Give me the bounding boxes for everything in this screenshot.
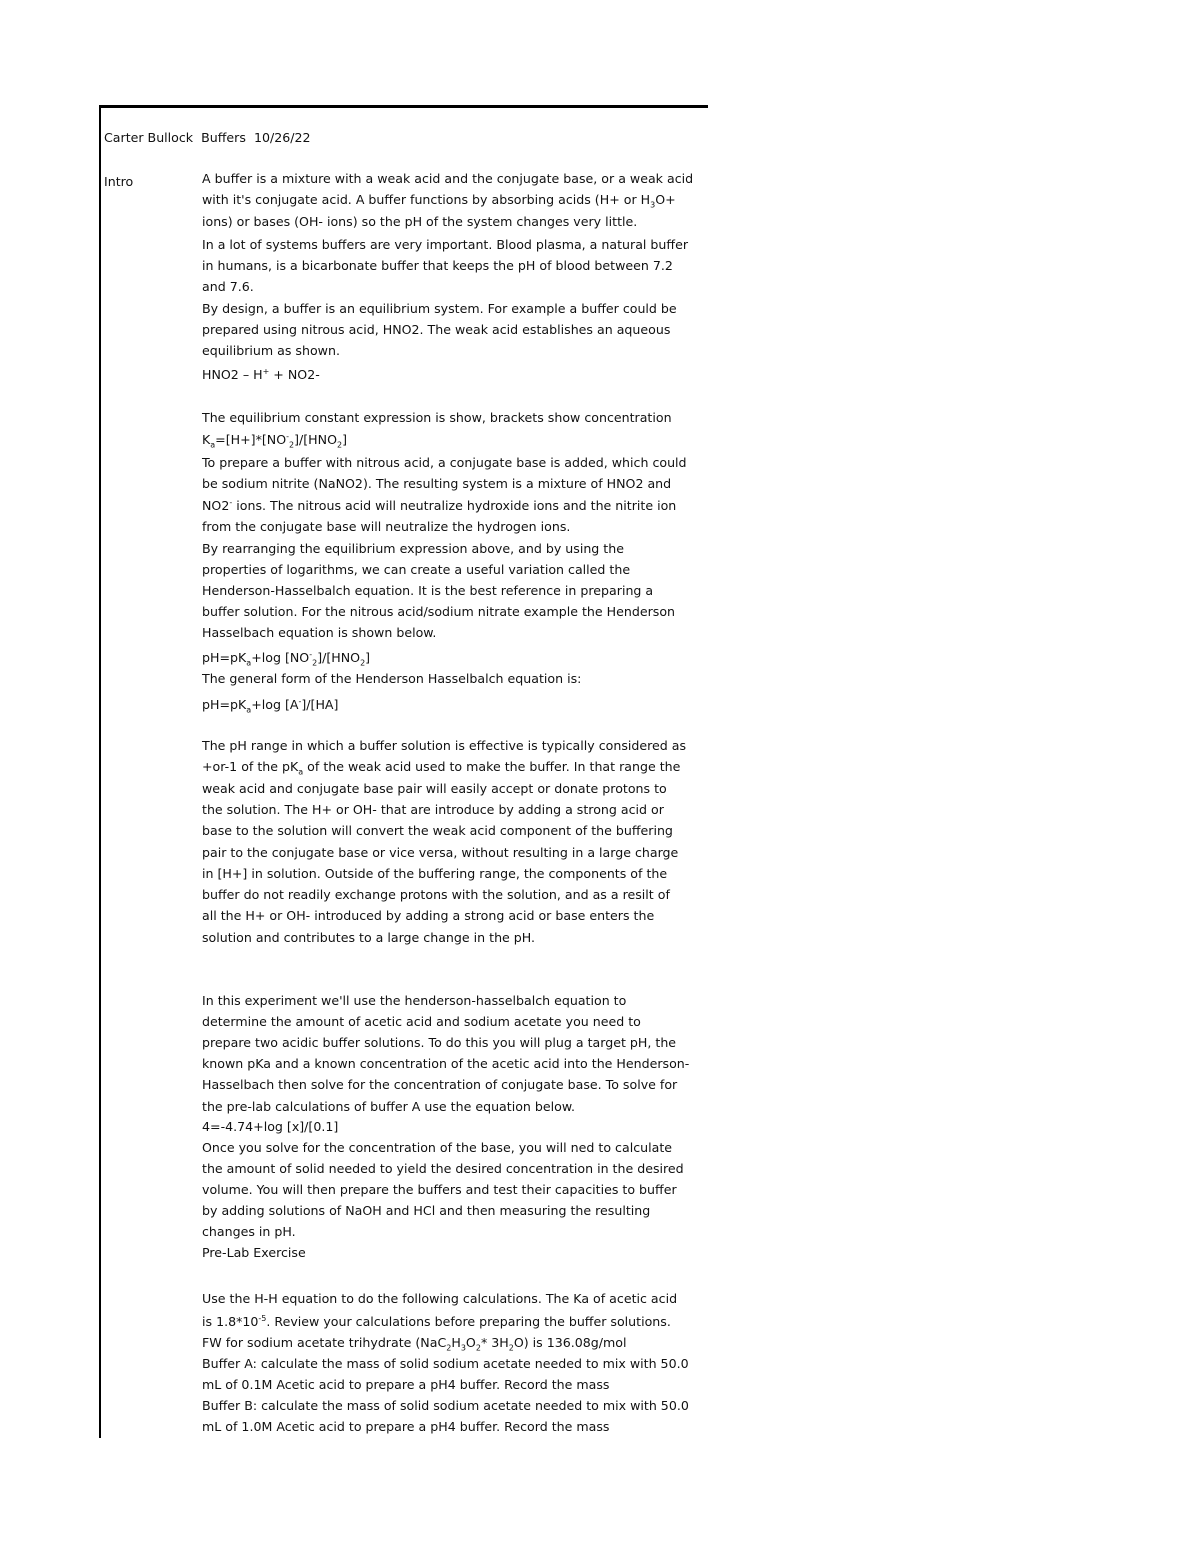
doc-title: Buffers bbox=[201, 130, 246, 145]
text-line: Hasselbach then solve for the concentration of conjugate base. To solve for bbox=[202, 1077, 678, 1092]
text-line: solution and contributes to a large change in the pH. bbox=[202, 930, 536, 945]
text-line: changes in pH. bbox=[202, 1224, 296, 1239]
text-line: FW for sodium acetate trihydrate ($NaC_2H_3O_2*$ $3H_2O$) is 136.08g/mol bbox=[202, 1335, 627, 1353]
text-line: prepared using nitrous acid, HNO2. The weak acid establishes an aqueous bbox=[202, 322, 671, 337]
doc-date: 10/26/22 bbox=[253, 130, 311, 145]
text-line: buffer do not readily exchange protons with the solution, and as a resilt of bbox=[202, 887, 670, 902]
header-row bbox=[104, 130, 311, 146]
text-line: NO2- ions. The nitrous acid will neutralize hydroxide ions and the nitrite ion bbox=[202, 497, 677, 513]
equation-hh-general: $pH=pK_a+\log$ [A-]/[HA] bbox=[202, 696, 339, 715]
text-line: in [H+] in solution. Outside of the buffering range, the components of the bbox=[202, 866, 668, 881]
text-line: be sodium nitrite (NaNO2). The resulting system is a mixture of HNO2 and bbox=[202, 476, 672, 491]
text-line: base to the solution will convert the weak acid component of the buffering bbox=[202, 823, 673, 838]
equation-hh-nitrous: $pH=pK_a+\log$ $[NO^-_2]/[HNO_2]$ bbox=[202, 649, 371, 668]
text-line: the pre-lab calculations of buffer A use the equation below. bbox=[202, 1099, 575, 1114]
text-line: from the conjugate base will neutralize the hydrogen ions. bbox=[202, 519, 571, 534]
text-line: with it's conjugate acid. A buffer functions by absorbing acids (H+ or $H_3O+$ bbox=[202, 192, 676, 210]
left-border-line bbox=[99, 105, 101, 1438]
top-border-line bbox=[99, 105, 708, 108]
text-line: Henderson-Hasselbalch equation. It is the best reference in preparing a bbox=[202, 583, 654, 598]
text-line: equilibrium as shown. bbox=[202, 343, 340, 358]
text-line: ions) or bases (OH- ions) so the pH of the system changes very little. bbox=[202, 214, 638, 229]
text-line: Buffer B: calculate the mass of solid sodium acetate needed to mix with 50.0 bbox=[202, 1398, 689, 1413]
text-line: buffer solution. For the nitrous acid/sodium nitrate example the Henderson bbox=[202, 604, 676, 619]
section-label-intro: Intro bbox=[104, 174, 134, 189]
author-name: Carter Bullock bbox=[104, 130, 194, 145]
equation-buffer-a: 4=-4.74+log [x]/[0.1] bbox=[202, 1119, 339, 1134]
text-line: By design, a buffer is an equilibrium system. For example a buffer could be bbox=[202, 301, 677, 316]
text-line: Hasselbach equation is shown below. bbox=[202, 625, 437, 640]
text-line: the amount of solid needed to yield the desired concentration in the desired bbox=[202, 1161, 684, 1176]
text-line: To prepare a buffer with nitrous acid, a conjugate base is added, which could bbox=[202, 455, 687, 470]
text-line: A buffer is a mixture with a weak acid and the conjugate base, or a weak acid bbox=[202, 171, 694, 186]
equation-dissociation: HNO2 – H+ + NO2- bbox=[202, 366, 320, 382]
text-line: The general form of the Henderson Hasselbalch equation is: bbox=[202, 671, 582, 686]
text-line: +or-1 of the $pK_a$ of the weak acid used to make the buffer. In that range the bbox=[202, 759, 681, 777]
subheading-prelab: Pre-Lab Exercise bbox=[202, 1245, 306, 1260]
text-line: in humans, is a bicarbonate buffer that keeps the pH of blood between 7.2 bbox=[202, 258, 673, 273]
equation-ka: $K_a=[H+]*[NO^-_2]/[HNO_2]$ bbox=[202, 431, 347, 450]
text-line: In this experiment we'll use the henderson-hasselbalch equation to bbox=[202, 993, 627, 1008]
text-line: The pH range in which a buffer solution is effective is typically considered as bbox=[202, 738, 687, 753]
text-line: mL of 0.1M Acetic acid to prepare a pH4 buffer. Record the mass bbox=[202, 1377, 610, 1392]
text-line: is $1.8*10^{-5}$. Review your calculations before preparing the buffer solutions. bbox=[202, 1313, 671, 1329]
text-line: weak acid and conjugate base pair will easily accept or donate protons to bbox=[202, 781, 667, 796]
text-line: The equilibrium constant expression is show, brackets show concentration bbox=[202, 410, 672, 425]
text-line: the solution. The H+ or OH- that are introduce by adding a strong acid or bbox=[202, 802, 664, 817]
text-line: Use the H-H equation to do the following calculations. The Ka of acetic acid bbox=[202, 1291, 678, 1306]
text-line: prepare two acidic buffer solutions. To do this you will plug a target pH, the bbox=[202, 1035, 677, 1050]
text-line: known pKa and a known concentration of the acetic acid into the Henderson- bbox=[202, 1056, 690, 1071]
text-line: Buffer A: calculate the mass of solid sodium acetate needed to mix with 50.0 bbox=[202, 1356, 689, 1371]
text-line: by adding solutions of NaOH and HCl and then measuring the resulting bbox=[202, 1203, 651, 1218]
text-line: volume. You will then prepare the buffers and test their capacities to buffer bbox=[202, 1182, 677, 1197]
text-line: properties of logarithms, we can create a useful variation called the bbox=[202, 562, 631, 577]
text-line: By rearranging the equilibrium expression above, and by using the bbox=[202, 541, 624, 556]
text-line: In a lot of systems buffers are very important. Blood plasma, a natural buffer bbox=[202, 237, 688, 252]
text-line: and 7.6. bbox=[202, 279, 254, 294]
text-line: mL of 1.0M Acetic acid to prepare a pH4 buffer. Record the mass bbox=[202, 1419, 610, 1434]
text-line: pair to the conjugate base or vice versa, without resulting in a large charge bbox=[202, 845, 679, 860]
text-line: Once you solve for the concentration of the base, you will ned to calculate bbox=[202, 1140, 673, 1155]
text-line: determine the amount of acetic acid and sodium acetate you need to bbox=[202, 1014, 641, 1029]
text-line: all the H+ or OH- introduced by adding a strong acid or base enters the bbox=[202, 908, 655, 923]
